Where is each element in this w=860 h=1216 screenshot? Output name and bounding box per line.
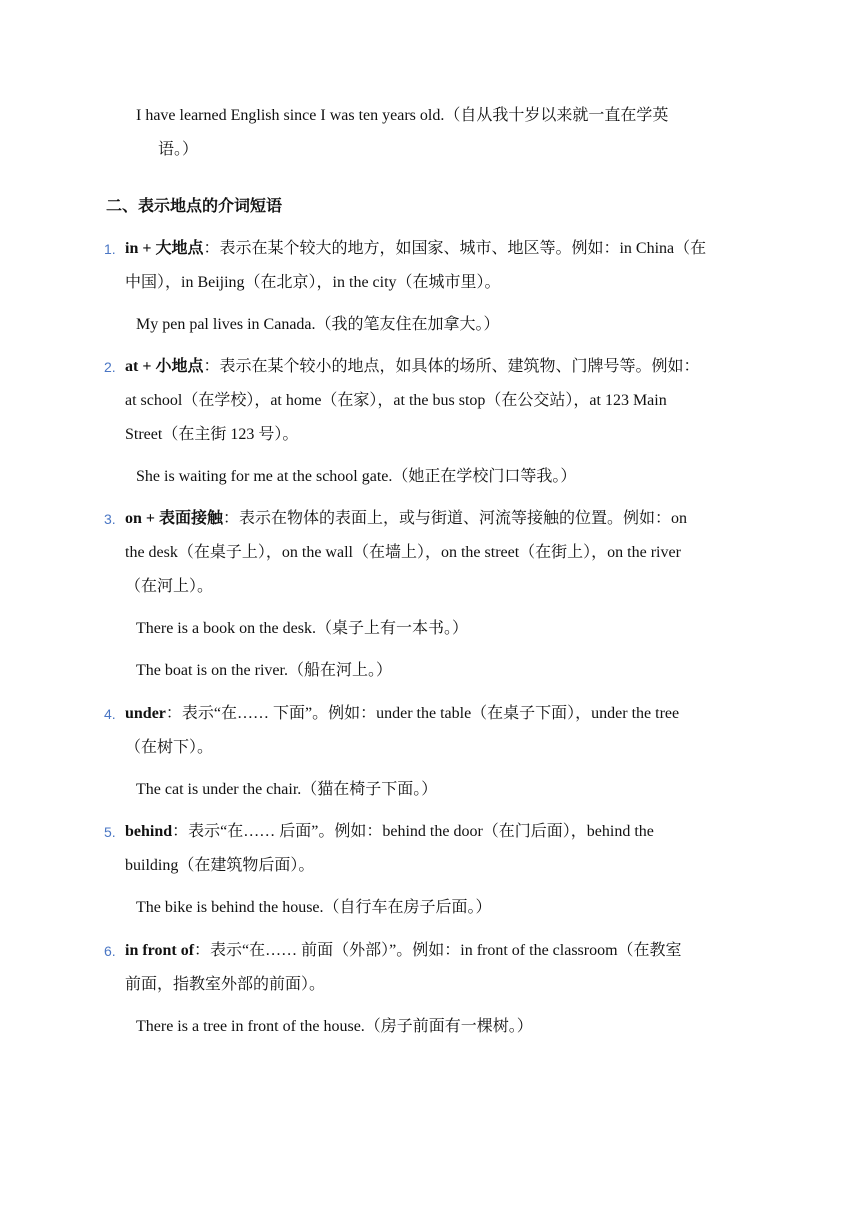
list-item-on (104, 502, 760, 604)
definition-line: ：表示“在…… 后面”。例如：behind the door（在门后面），behind the (172, 823, 654, 840)
example-sentence: She is waiting for me at the school gate.（她正在学校门口等我。） (136, 468, 577, 485)
example-sentence: The cat is under the chair.（猫在椅子下面。） (136, 781, 438, 798)
definition-line: ：表示在某个较大的地方，如国家、城市、地区等。例如：in China（在 (203, 240, 707, 257)
term: on + 表面接触 (125, 510, 224, 527)
example-sentence: There is a tree in front of the house.（房子前面有一棵树。） (136, 1018, 533, 1035)
intro-example-line-1: I have learned English since I was ten years old.（自从我十岁以来就一直在学英 (136, 107, 669, 124)
definition-line: 中国），in Beijing（在北京），in the city（在城市里）。 (125, 274, 501, 291)
definition-line: at school（在学校），at home（在家），at the bus stop（在公交站），at 123 Main (125, 392, 667, 409)
list-item-at (104, 350, 760, 452)
definition-line: ：表示在某个较小的地点，如具体的场所、建筑物、门牌号等。例如： (203, 358, 700, 375)
example-sentence: The boat is on the river.（船在河上。） (136, 662, 392, 679)
list-item-body (104, 697, 760, 765)
list-item-body (104, 934, 760, 1002)
list-number: 5. (104, 824, 116, 840)
list-number: 4. (104, 706, 116, 722)
list-item-in-front-of (104, 934, 760, 1002)
definition-line: 前面，指教室外部的前面）。 (125, 976, 326, 993)
example-sentence: The bike is behind the house.（自行车在房子后面。） (136, 899, 492, 916)
list-number: 1. (104, 241, 116, 257)
list-number: 3. (104, 511, 116, 527)
example-sentence: There is a book on the desk.（桌子上有一本书。） (136, 620, 468, 637)
definition-line: ：表示“在…… 下面”。例如：under the table（在桌子下面），under the tree (165, 705, 680, 722)
intro-example-line-2: 语。） (158, 141, 199, 158)
section-heading: 二、表示地点的介词短语 (106, 198, 283, 215)
definition-line: ：表示“在…… 前面（外部）”。例如：in front of the classroom（在教室 (194, 942, 682, 959)
term: in + 大地点 (125, 240, 204, 257)
list-item-body (104, 815, 760, 883)
definition-line: Street（在主街 123 号）。 (125, 426, 299, 443)
definition-line: the desk（在桌子上），on the wall（在墙上），on the street（在街上），on the river (125, 544, 681, 561)
example-sentence: My pen pal lives in Canada.（我的笔友住在加拿大。） (136, 316, 500, 333)
definition-line: （在河上）。 (125, 578, 214, 595)
term: under (125, 705, 166, 722)
list-number: 6. (104, 943, 116, 959)
list-item-body (104, 350, 760, 452)
list-item-under (104, 697, 760, 765)
list-item-body (104, 232, 760, 300)
definition-line: （在树下）。 (125, 739, 214, 756)
intro-example (136, 99, 760, 167)
list-item-body (104, 502, 760, 604)
term: behind (125, 823, 173, 840)
list-item-behind (104, 815, 760, 883)
definition-line: building（在建筑物后面）。 (125, 857, 315, 874)
term: at + 小地点 (125, 358, 204, 375)
definition-line: ：表示在物体的表面上，或与街道、河流等接触的位置。例如：on (223, 510, 688, 527)
term: in front of (125, 942, 195, 959)
list-item-in (104, 232, 760, 300)
list-number: 2. (104, 359, 116, 375)
